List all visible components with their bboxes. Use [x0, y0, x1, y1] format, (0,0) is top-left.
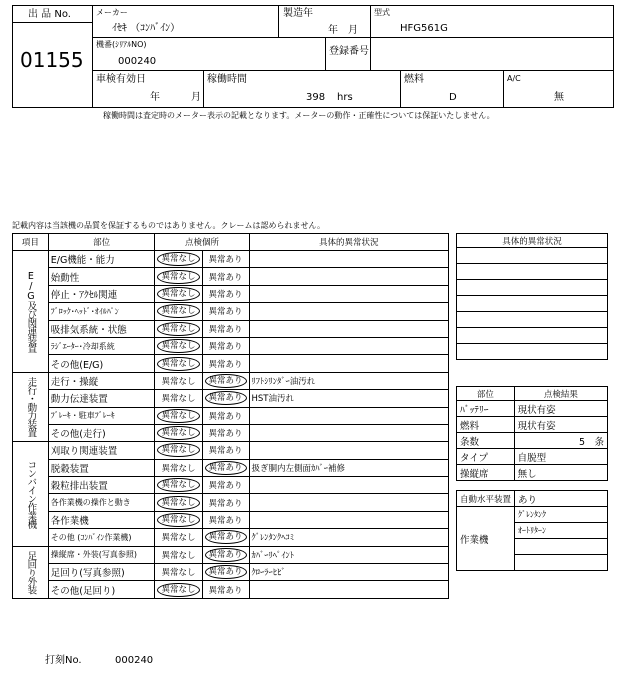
- table-row: [13, 390, 449, 407]
- maker-label: メーカー: [96, 8, 128, 17]
- ac-value: 無: [554, 92, 564, 103]
- detail-cell: 扱ぎ胴内左側面ｶﾊﾞｰ補修: [249, 459, 448, 476]
- table-row: [13, 581, 449, 598]
- normal-cell: [155, 390, 202, 407]
- normal-cell: [155, 355, 202, 372]
- abnormal-cell: [202, 268, 249, 285]
- col-check: 点検個所: [155, 234, 249, 251]
- normal-option: 異常なし: [161, 376, 196, 387]
- abnormal-option: 異常あり: [208, 359, 243, 370]
- normal-cell: [155, 511, 202, 528]
- results-row: [457, 417, 608, 433]
- side-detail-row: [457, 344, 608, 360]
- table-row: [13, 546, 449, 563]
- part-cell: その他 (ｺﾝﾊﾞｲﾝ作業機): [48, 529, 155, 546]
- abnormal-option: 異常あり: [208, 255, 243, 266]
- auto-level-label: 自動水平装置: [457, 491, 515, 507]
- detail-cell: ｶﾊﾞｰﾘﾍﾟｲﾝﾄ: [249, 546, 448, 563]
- side-detail-header: 具体的異常状況: [457, 234, 608, 248]
- abnormal-option: 異常あり: [208, 516, 243, 527]
- detail-cell: ｸﾛｰﾗｰﾋﾋﾞ: [249, 564, 448, 581]
- serial-value: 000240: [118, 56, 157, 67]
- normal-option: 異常なし: [157, 322, 199, 336]
- inspection-label: 車検有効日: [96, 74, 146, 85]
- abnormal-cell: [202, 546, 249, 563]
- year-label: 製造年: [283, 8, 313, 19]
- abnormal-cell: [202, 529, 249, 546]
- part-cell: その他(足回り): [48, 581, 155, 598]
- side-results-table: [456, 386, 608, 481]
- work-item: ｸﾞﾚﾝﾀﾝｸ: [515, 507, 608, 523]
- table-row: [13, 372, 449, 389]
- detail-cell: [249, 303, 448, 320]
- results-col-part: 部位: [457, 387, 515, 401]
- side-detail-row: [457, 296, 608, 312]
- part-cell: 停止・ｱｸｾﾙ関連: [48, 285, 155, 302]
- side-detail-row: [457, 312, 608, 328]
- results-value: 現状有姿: [514, 401, 607, 417]
- results-part: ﾊﾞｯﾃﾘｰ: [457, 401, 515, 417]
- part-cell: 始動性: [48, 268, 155, 285]
- results-row: [457, 401, 608, 417]
- side-detail-row: [457, 248, 608, 264]
- normal-cell: [155, 337, 202, 354]
- table-row: [13, 268, 449, 285]
- results-part: タイプ: [457, 449, 515, 465]
- part-cell: 穀粒排出装置: [48, 477, 155, 494]
- normal-cell: [155, 529, 202, 546]
- abnormal-option: 異常あり: [208, 585, 243, 596]
- lot-number: 01155: [20, 48, 84, 72]
- abnormal-cell: [202, 511, 249, 528]
- results-row: [457, 433, 608, 449]
- table-row: [13, 337, 449, 354]
- model-label: 型式: [374, 8, 390, 17]
- inspection-year: 年: [150, 92, 160, 103]
- normal-option: 異常なし: [157, 478, 199, 492]
- normal-cell: [155, 407, 202, 424]
- normal-cell: [155, 268, 202, 285]
- hours-label: 稼働時間: [207, 74, 247, 85]
- normal-option: 異常なし: [157, 409, 199, 423]
- detail-cell: [249, 407, 448, 424]
- normal-option: 異常なし: [157, 443, 199, 457]
- abnormal-option: 異常あり: [208, 411, 243, 422]
- abnormal-option: 異常あり: [205, 391, 247, 405]
- part-cell: 各作業機: [48, 511, 155, 528]
- part-cell: 足回り(写真参照): [48, 564, 155, 581]
- inspection-table: [12, 233, 449, 599]
- col-detail: 具体的異常状況: [249, 234, 448, 251]
- fuel-label: 燃料: [404, 74, 424, 85]
- normal-option: 異常なし: [157, 496, 199, 510]
- normal-option: 異常なし: [161, 568, 196, 579]
- normal-cell: [155, 442, 202, 459]
- abnormal-option: 異常あり: [208, 429, 243, 440]
- category-label: コンバイン作業機: [13, 442, 49, 546]
- part-cell: ﾌﾞﾚｰｷ・駐車ﾌﾞﾚｰｷ: [48, 407, 155, 424]
- abnormal-option: 異常あり: [205, 565, 247, 579]
- part-cell: ﾌﾞﾛｯｸ･ﾍｯﾄﾞ･ｵｲﾙﾊﾟﾝ: [48, 303, 155, 320]
- normal-cell: [155, 372, 202, 389]
- normal-option: 異常なし: [161, 533, 196, 544]
- part-cell: その他(E/G): [48, 355, 155, 372]
- table-row: [13, 303, 449, 320]
- stamp-value: 000240: [115, 655, 154, 666]
- normal-cell: [155, 251, 202, 268]
- normal-option: 異常なし: [157, 426, 199, 440]
- abnormal-cell: [202, 407, 249, 424]
- work-item: [515, 555, 608, 571]
- results-value: 5 条: [514, 433, 607, 449]
- col-part: 部位: [48, 234, 155, 251]
- results-row: [457, 465, 608, 481]
- results-part: 条数: [457, 433, 515, 449]
- table-row: [13, 529, 449, 546]
- work-item: ｵｰﾄﾘﾀｰﾝ: [515, 523, 608, 539]
- detail-cell: [249, 285, 448, 302]
- side-detail-row: [457, 328, 608, 344]
- part-cell: 吸排気系統・状態: [48, 320, 155, 337]
- side-detail-table: [456, 233, 608, 360]
- normal-cell: [155, 424, 202, 441]
- normal-option: 異常なし: [157, 304, 199, 318]
- table-row: [13, 407, 449, 424]
- table-row: [13, 355, 449, 372]
- abnormal-option: 異常あり: [205, 530, 247, 544]
- abnormal-option: 異常あり: [205, 548, 247, 562]
- detail-cell: [249, 494, 448, 511]
- detail-cell: [249, 320, 448, 337]
- detail-cell: ﾘﾌﾄｼﾘﾝﾀﾞｰ油汚れ: [249, 372, 448, 389]
- detail-cell: [249, 355, 448, 372]
- part-cell: E/G機能・能力: [48, 251, 155, 268]
- results-part: 燃料: [457, 417, 515, 433]
- table-row: [13, 494, 449, 511]
- abnormal-cell: [202, 442, 249, 459]
- category-label: E/G及び関連装置: [13, 251, 49, 373]
- abnormal-cell: [202, 494, 249, 511]
- results-value: 自脱型: [514, 449, 607, 465]
- detail-cell: [249, 268, 448, 285]
- meter-note: 稼働時間は査定時のメーター表示の記載となります。メーターの動作・正確性については保証いたしません。: [103, 111, 495, 120]
- abnormal-cell: [202, 477, 249, 494]
- normal-cell: [155, 303, 202, 320]
- abnormal-cell: [202, 564, 249, 581]
- fuel-value: D: [449, 92, 457, 103]
- abnormal-option: 異常あり: [205, 374, 247, 388]
- serial-label: 機番(ｼﾘｱﾙNO): [96, 40, 147, 49]
- detail-cell: [249, 337, 448, 354]
- part-cell: 刈取り関連装置: [48, 442, 155, 459]
- table-row: [13, 442, 449, 459]
- year-suffix: 年 月: [328, 25, 358, 36]
- abnormal-cell: [202, 320, 249, 337]
- abnormal-cell: [202, 251, 249, 268]
- maker-value: ｲｾｷ （ｺﾝﾊﾞｲﾝ）: [112, 23, 181, 34]
- normal-option: 異常なし: [157, 513, 199, 527]
- table-row: [13, 511, 449, 528]
- abnormal-option: 異常あり: [208, 481, 243, 492]
- work-label: 作業機: [457, 507, 515, 571]
- detail-cell: ｸﾞﾚﾝﾀﾝｸﾍｺﾐ: [249, 529, 448, 546]
- detail-cell: [249, 424, 448, 441]
- col-item: 項目: [13, 234, 49, 251]
- lot-label: 出 品 No.: [28, 9, 71, 20]
- normal-cell: [155, 494, 202, 511]
- detail-cell: HST油汚れ: [249, 390, 448, 407]
- normal-option: 異常なし: [161, 394, 196, 405]
- abnormal-cell: [202, 303, 249, 320]
- results-row: [457, 449, 608, 465]
- abnormal-cell: [202, 459, 249, 476]
- quality-note: 記載内容は当該機の品質を保証するものではありません。クレームは認められません。: [12, 221, 325, 230]
- abnormal-cell: [202, 285, 249, 302]
- abnormal-option: 異常あり: [208, 446, 243, 457]
- normal-cell: [155, 320, 202, 337]
- model-value: HFG561G: [400, 23, 448, 34]
- table-row: [13, 477, 449, 494]
- stamp-label: 打刻No.: [45, 655, 82, 666]
- results-value: 現状有姿: [514, 417, 607, 433]
- normal-cell: [155, 564, 202, 581]
- normal-option: 異常なし: [157, 357, 199, 371]
- table-row: [13, 424, 449, 441]
- part-cell: ﾗｼﾞｴｰﾀｰ･冷却系統: [48, 337, 155, 354]
- part-cell: その他(走行): [48, 424, 155, 441]
- normal-option: 異常なし: [157, 287, 199, 301]
- normal-cell: [155, 477, 202, 494]
- detail-cell: [249, 442, 448, 459]
- abnormal-option: 異常あり: [208, 289, 243, 300]
- normal-cell: [155, 285, 202, 302]
- normal-option: 異常なし: [157, 252, 199, 266]
- ac-label: A/C: [507, 74, 521, 83]
- abnormal-cell: [202, 337, 249, 354]
- part-cell: 動力伝達装置: [48, 390, 155, 407]
- abnormal-cell: [202, 581, 249, 598]
- category-label: 足回り外装: [13, 546, 49, 598]
- normal-cell: [155, 581, 202, 598]
- detail-cell: [249, 581, 448, 598]
- auto-level-value: あり: [515, 491, 608, 507]
- abnormal-option: 異常あり: [208, 307, 243, 318]
- normal-cell: [155, 459, 202, 476]
- results-col-result: 点検結果: [514, 387, 607, 401]
- abnormal-option: 異常あり: [208, 498, 243, 509]
- part-cell: 脱穀装置: [48, 459, 155, 476]
- normal-option: 異常なし: [157, 583, 199, 597]
- normal-option: 異常なし: [161, 463, 196, 474]
- work-item: [515, 539, 608, 555]
- hours-value: 398: [306, 92, 326, 103]
- abnormal-cell: [202, 390, 249, 407]
- table-row: [13, 320, 449, 337]
- abnormal-option: 異常あり: [205, 461, 247, 475]
- inspection-month: 月: [191, 92, 201, 103]
- category-label: 走行・動力装置: [13, 372, 49, 442]
- abnormal-cell: [202, 424, 249, 441]
- normal-option: 異常なし: [161, 550, 196, 561]
- abnormal-option: 異常あり: [208, 324, 243, 335]
- abnormal-option: 異常あり: [208, 342, 243, 353]
- part-cell: 操縦席・外装(写真参照): [48, 546, 155, 563]
- reg-label: 登録番号: [329, 46, 369, 57]
- normal-option: 異常なし: [157, 339, 199, 353]
- results-part: 操縦席: [457, 465, 515, 481]
- table-row: [13, 459, 449, 476]
- abnormal-cell: [202, 355, 249, 372]
- part-cell: 走行・操縦: [48, 372, 155, 389]
- abnormal-cell: [202, 372, 249, 389]
- side-detail-row: [457, 264, 608, 280]
- table-row: [13, 285, 449, 302]
- side-extra-table: [456, 490, 608, 571]
- abnormal-option: 異常あり: [208, 272, 243, 283]
- detail-cell: [249, 251, 448, 268]
- hours-unit: hrs: [337, 92, 353, 103]
- table-row: [13, 251, 449, 268]
- normal-option: 異常なし: [157, 270, 199, 284]
- normal-cell: [155, 546, 202, 563]
- part-cell: 各作業機の操作と動き: [48, 494, 155, 511]
- detail-cell: [249, 477, 448, 494]
- table-row: [13, 564, 449, 581]
- detail-cell: [249, 511, 448, 528]
- side-detail-row: [457, 280, 608, 296]
- results-value: 無し: [514, 465, 607, 481]
